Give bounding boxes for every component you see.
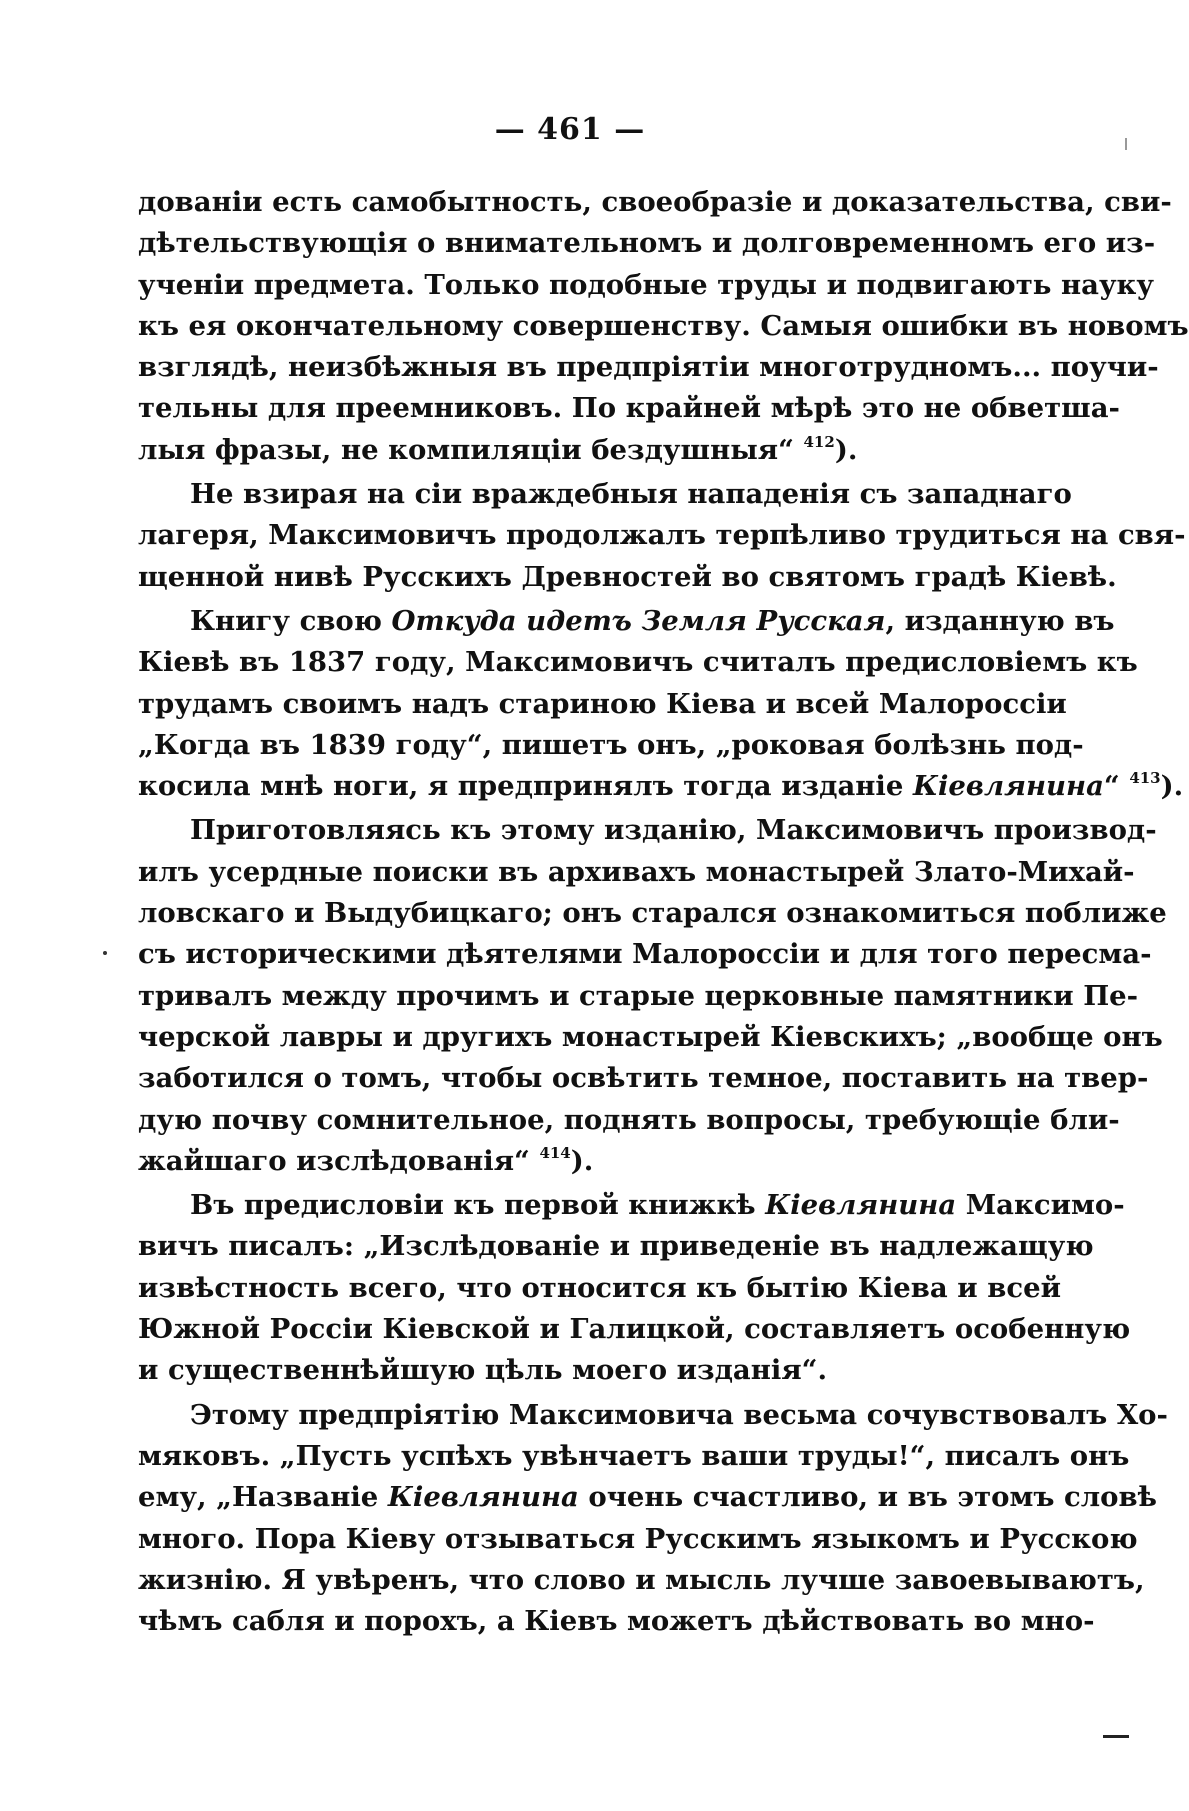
book-title: Кіевлянина <box>765 1189 957 1222</box>
book-title: Кіевлянина <box>912 770 1104 803</box>
text-line: жайшаго изслѣдованія“ $^{414}$). <box>138 1143 594 1177</box>
body-text <box>138 182 1189 1642</box>
text-line: Приготовляясь къ этому изданію, Максимовичъ производ- <box>190 814 1157 847</box>
text-line: заботился о томъ, чтобы освѣтить темное, поставить на твер- <box>138 1062 1149 1095</box>
text-line: дую почву сомнительное, поднять вопросы, требующіе бли- <box>138 1103 1120 1136</box>
text-line: взглядѣ, неизбѣжныя въ предпріятіи многотрудномъ... поучи- <box>138 351 1159 384</box>
text-line: Не взирая на сіи враждебныя нападенія съ западнаго <box>190 478 1072 511</box>
text-line: Южной Россіи Кіевской и Галицкой, составляетъ особенную <box>138 1313 1131 1346</box>
text-line: лыя фразы, не компиляціи бездушныя“ $^{412}$). <box>138 432 858 466</box>
text-line: Этому предпріятію Максимовича весьма сочувствовалъ Хо- <box>190 1398 1168 1431</box>
text-line: чѣмъ сабля и порохъ, а Кіевъ можетъ дѣйствовать во мно- <box>138 1605 1095 1638</box>
text-line: дованіи есть самобытность, своеобразіе и доказательства, сви- <box>138 186 1172 218</box>
text-line: вичъ писалъ: „Изслѣдованіе и приведеніе въ надлежащую <box>138 1230 1094 1263</box>
text-line: трудамъ своимъ надъ стариною Кіева и всей Малороссіи <box>138 687 1067 720</box>
text-line: ловскаго и Выдубицкаго; онъ старался ознакомиться поближе <box>138 897 1167 930</box>
text-line: щенной нивѣ Русскихъ Древностей во святомъ градѣ Кіевѣ. <box>138 560 1117 593</box>
scan-mark-dash <box>1103 1735 1129 1738</box>
footnote-ref: 413 <box>1129 769 1161 788</box>
text-line: Въ предисловіи къ первой книжкѣ Кіевлянина Максимо- <box>190 1189 1125 1222</box>
text-line: илъ усердные поиски въ архивахъ монастырей Злато-Михай- <box>138 855 1135 888</box>
text-line: ученіи предмета. Только подобные труды и подвигають науку <box>138 268 1155 301</box>
book-title: Кіевлянина <box>387 1481 579 1514</box>
text-line: косила мнѣ ноги, я предпринялъ тогда изданіе Кіевлянина“ $^{413}$). <box>138 769 1184 803</box>
text-line: тельны для преемниковъ. По крайней мѣрѣ это не обветша- <box>138 392 1120 425</box>
text-line: къ ея окончательному совершенству. Самыя ошибки въ новомъ <box>138 309 1189 342</box>
text-line: ему, „Названіе Кіевлянина очень счастливо, и въ этомъ словѣ <box>138 1481 1157 1514</box>
text-line: и существеннѣйшую цѣль моего изданія“. <box>138 1354 828 1387</box>
footnote-ref: 414 <box>539 1143 571 1162</box>
text-line: извѣстность всего, что относится къ бытію Кіева и всей <box>138 1271 1061 1304</box>
text-line: лагеря, Максимовичъ продолжалъ терпѣливо трудиться на свя- <box>138 519 1186 552</box>
text-line: дѣтельствующія о внимательномъ и долговременномъ его из- <box>138 227 1156 260</box>
text-line: мяковъ. „Пусть успѣхъ увѣнчаетъ ваши труды!“, писалъ онъ <box>138 1439 1130 1472</box>
text-line: Кіевѣ въ 1837 году, Максимовичъ считалъ предисловіемъ къ <box>138 646 1138 679</box>
footnote-ref: 412 <box>803 432 835 451</box>
text-line: тривалъ между прочимъ и старые церковные памятники Пе- <box>138 979 1139 1012</box>
book-title: Откуда идетъ Земля Русская <box>391 604 886 637</box>
text-line: „Когда въ 1839 году“, пишетъ онъ, „роковая болѣзнь под- <box>138 728 1084 761</box>
text-line: жизнію. Я увѣренъ, что слово и мысль лучше завоевываютъ, <box>138 1563 1145 1596</box>
text-line: черской лавры и другихъ монастырей Кіевскихъ; „вообще онъ <box>138 1020 1163 1053</box>
text-line: Книгу свою Откуда идетъ Земля Русская, изданную въ <box>190 604 1115 637</box>
text-line: съ историческими дѣятелями Малороссіи и для того пересма- <box>138 938 1152 971</box>
scan-speck <box>103 951 107 955</box>
text-line: много. Пора Кіеву отзываться Русскимъ языкомъ и Русскою <box>138 1522 1138 1555</box>
page-number: — 461 — <box>494 112 646 147</box>
